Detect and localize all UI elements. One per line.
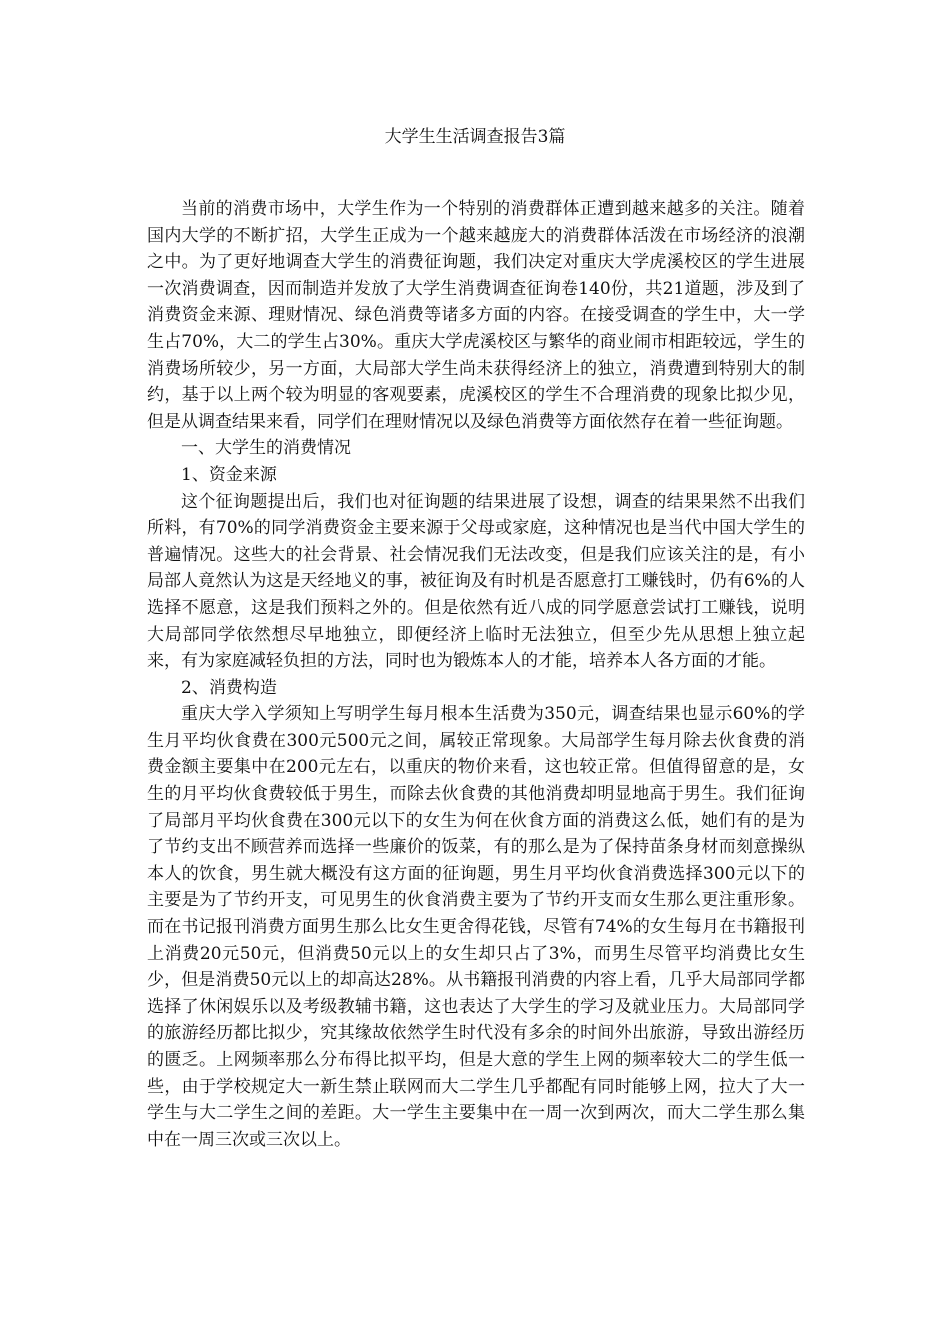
document-body <box>147 196 805 1153</box>
body-paragraph: 这个征询题提出后，我们也对征询题的结果进展了设想，调查的结果果然不出我们所料，有70%的同学消费资金主要来源于父母或家庭，这种情况也是当代中国大学生的普遍情况。这些大的社会背景、社会情况我们无法改变，但是我们应该关注的是，有小局部人竟然认为这是天经地义的事，被征询及有时机是否愿意打工赚钱时，仍有6%的人选择不愿意，这是我们预料之外的。但是依然有近八成的同学愿意尝试打工赚钱，说明大局部同学依然想尽早地独立，即便经济上临时无法独立，但至少先从思想上独立起来，有为家庭减轻负担的方法，同时也为锻炼本人的才能，培养本人各方面的才能。 <box>147 491 805 672</box>
document-title: 大学生生活调查报告3篇 <box>384 127 566 147</box>
section-heading: 一、大学生的消费情况 <box>181 438 351 459</box>
intro-paragraph: 当前的消费市场中，大学生作为一个特别的消费群体正遭到越来越多的关注。随着国内大学的不断扩招，大学生正成为一个越来越庞大的消费群体活泼在市场经济的浪潮之中。为了更好地调查大学生的消费征询题，我们决定对重庆大学虎溪校区的学生进展一次消费调查，因而制造并发放了大学生消费调查征询卷140份，共21道题，涉及到了消费资金来源、理财情况、绿色消费等诸多方面的内容。在接受调查的学生中，大一学生占70%，大二的学生占30%。重庆大学虎溪校区与繁华的商业闹市相距较远，学生的消费场所较少，另一方面，大局部大学生尚未获得经济上的独立，消费遭到特别大的制约，基于以上两个较为明显的客观要素，虎溪校区的学生不合理消费的现象比拟少见，但是从调查结果来看，同学们在理财情况以及绿色消费等方面依然存在着一些征询题。 <box>147 199 805 432</box>
subsection-heading: 2、消费构造 <box>181 677 277 698</box>
body-paragraph: 重庆大学入学须知上写明学生每月根本生活费为350元，调查结果也显示60%的学生月平均伙食费在300元500元之间，属较正常现象。大局部学生每月除去伙食费的消费金额主要集中在200元左右，以重庆的物价来看，这也较正常。但值得留意的是，女生的月平均伙食费较低于男生，而除去伙食费的其他消费却明显地高于男生。我们征询了局部月平均伙食费在300元以下的女生为何在伙食方面的消费这么低，她们有的是为了节约支出不顾营养而选择一些廉价的饭菜，有的那么是为了保持苗条身材而刻意操纵本人的饮食，男生就大概没有这方面的征询题，男生月平均伙食消费选择300元以下的主要是为了节约开支，可见男生的伙食消费主要为了节约开支而女生那么更注重形象。而在书记报刊消费方面男生那么比女生更舍得花钱，尽管有74%的女生每月在书籍报刊上消费20元50元，但消费50元以上的女生却只占了3%，而男生尽管平均消费比女生少，但是消费50元以上的却高达28%。从书籍报刊消费的内容上看，几乎大局部同学都选择了休闲娱乐以及考级教辅书籍，这也表达了大学生的学习及就业压力。大局部同学的旅游经历都比拟少，究其缘故依然学生时代没有多余的时间外出旅游，导致出游经历的匮乏。上网频率那么分布得比拟平均，但是大意的学生上网的频率较大二的学生低一些，由于学校规定大一新生禁止联网而大二学生几乎都配有同时能够上网，拉大了大一学生与大二学生之间的差距。大一学生主要集中在一周一次到两次，而大二学生那么集中在一周三次或三次以上。 <box>147 704 805 1150</box>
subsection-heading: 1、资金来源 <box>181 464 277 485</box>
